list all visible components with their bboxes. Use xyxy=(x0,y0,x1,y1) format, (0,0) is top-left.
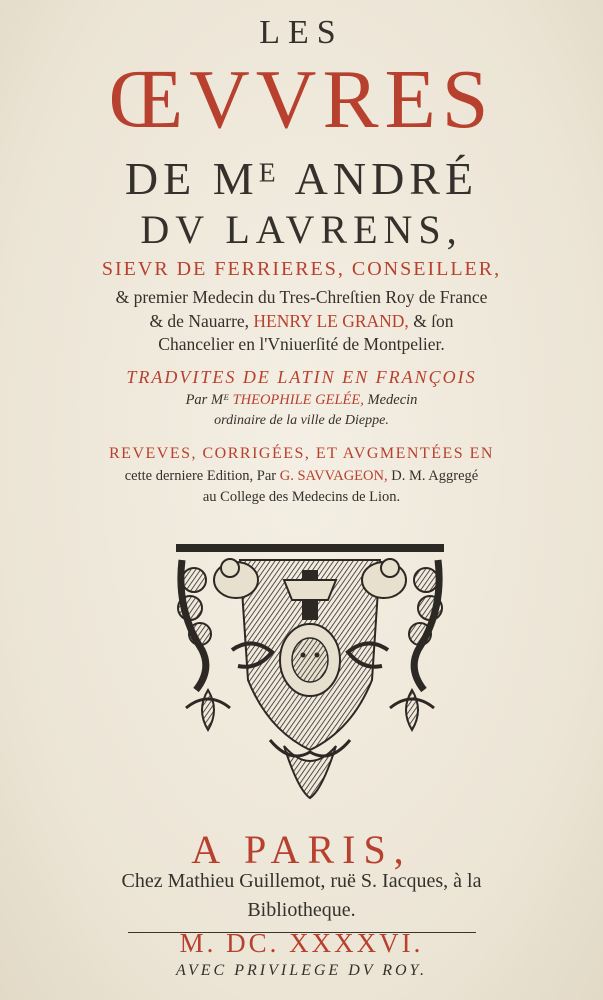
par-text: Par Mᴱ xyxy=(185,392,233,408)
imprint-bibliotheque: Bibliotheque. xyxy=(247,899,356,921)
author-chancelier-line: Chancelier en l'Vniuerſité de Montpelier. xyxy=(158,334,445,354)
revision-heading: REVEVES, CORRIGÉES, ET AVGMENTÉES EN xyxy=(109,445,494,462)
nauarre-text: & de Nauarre, xyxy=(149,311,254,331)
imprint-date: M. DC. XXXXVI. xyxy=(179,928,424,958)
henry-le-grand: HENRY LE GRAND, xyxy=(253,311,409,331)
title-oeuvres: ŒVVRES xyxy=(108,53,495,146)
printers-device-woodcut-icon xyxy=(172,540,448,802)
reviser-name: G. SAVVAGEON, xyxy=(279,468,388,484)
title-du-laurens: DV LAVRENS, xyxy=(140,207,463,252)
author-nauarre-line xyxy=(0,311,603,332)
imprint-printer: Chez Mathieu Guillemot, ruë S. Iacques, à la xyxy=(121,870,482,892)
revision-college-line: au College des Medecins de Lion. xyxy=(202,489,401,505)
nauarre-son: & ſon xyxy=(408,311,454,331)
revision-edition-line xyxy=(0,468,603,485)
aggrege-text: D. M. Aggregé xyxy=(387,468,479,484)
cette-text: cette derniere Edition, Par xyxy=(124,468,280,484)
imprint-place: A PARIS, xyxy=(191,827,412,872)
translator-line xyxy=(0,392,603,409)
author-premier-line: & premier Medecin du Tres-Chreſtien Roy de France xyxy=(115,287,488,307)
translator-name: THEOPHILE GELÉE, xyxy=(232,392,364,408)
translation-heading: TRADVITES DE LATIN EN FRANÇOIS xyxy=(126,367,477,387)
medecin-text: Medecin xyxy=(363,392,418,408)
title-de-me-andre: DE Mᴱ ANDRÉ xyxy=(124,153,479,204)
translator-ordinaire-line: ordinaire de la ville de Dieppe. xyxy=(214,413,389,428)
author-sieur-line: SIEVR DE FERRIERES, CONSEILLER, xyxy=(101,258,502,280)
imprint-privilege: AVEC PRIVILEGE DV ROY. xyxy=(176,962,427,979)
title-les: LES xyxy=(259,14,344,51)
